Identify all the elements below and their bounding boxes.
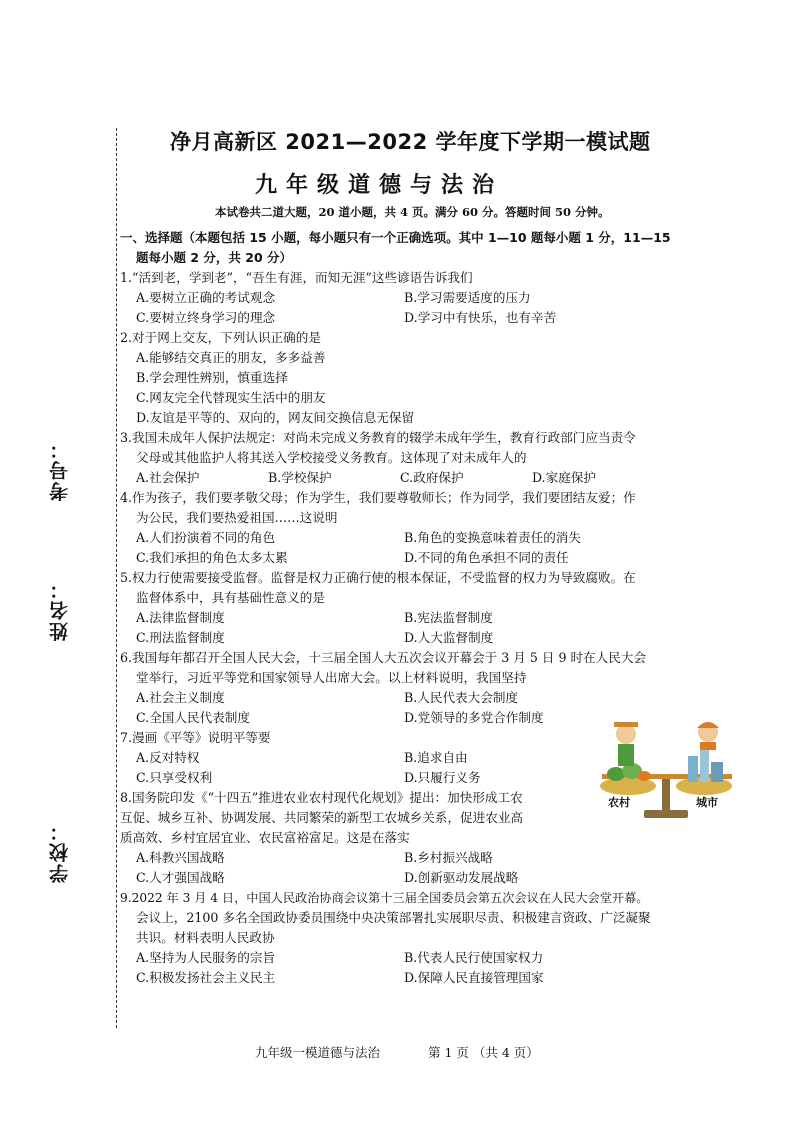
option-a: A.反对特权 — [136, 750, 200, 765]
option-b: B.学习需要适度的压力 — [404, 290, 531, 305]
option-b: B.学校保护 — [268, 470, 332, 485]
option-c: C.网友完全代替现实生活中的朋友 — [136, 390, 326, 405]
school-label: 学校： — [49, 820, 71, 883]
question-stem-cont: 监督体系中，具有基础性意义的是 — [136, 590, 325, 605]
option-a: A.社会主义制度 — [136, 690, 225, 705]
question-stem-cont: 质高效、乡村宜居宜业、农民富裕富足。这是在落实 — [120, 830, 410, 845]
question-3 — [120, 428, 710, 488]
options — [120, 528, 710, 568]
cartoon-label-rural: 农村 — [608, 796, 630, 809]
option-a: A.社会保护 — [136, 470, 200, 485]
option-c: C.我们承担的角色太多太累 — [136, 550, 288, 565]
option-b: B.学会理性辨别，慎重选择 — [136, 370, 288, 385]
options — [120, 608, 710, 648]
option-b: B.人民代表大会制度 — [404, 690, 519, 705]
option-b: B.追求自由 — [404, 750, 468, 765]
option-a: A.能够结交真正的朋友，多多益善 — [136, 350, 326, 365]
question-stem-cont: 会议上，2100 多名全国政协委员围绕中央决策部署扎实展职尽责、积极建言资政、广泛凝聚 — [136, 910, 651, 925]
equality-cartoon — [596, 716, 738, 824]
option-c: C.只享受权利 — [136, 770, 213, 785]
option-d: D.人大监督制度 — [404, 630, 494, 645]
question-5 — [120, 568, 710, 648]
exam-instructions: 本试卷共二道大题，20 道小题，共 4 页。满分 60 分。答题时间 50 分钟。 — [215, 205, 610, 219]
option-c: C.刑法监督制度 — [136, 630, 225, 645]
question-stem: 8.国务院印发《“十四五”推进农业农村现代化规划》提出：加快形成工农 — [120, 790, 523, 805]
option-b: B.乡村振兴战略 — [404, 850, 493, 865]
option-d: D.党领导的多党合作制度 — [404, 710, 544, 725]
option-d: D.不同的角色承担不同的责任 — [404, 550, 569, 565]
page-footer — [255, 1043, 539, 1061]
option-a: A.要树立正确的考试观念 — [136, 290, 276, 305]
question-stem: 1.“活到老，学到老”，“吾生有涯，而知无涯”这些谚语告诉我们 — [120, 270, 473, 285]
option-c: C.要树立终身学习的理念 — [136, 310, 276, 325]
footer-course: 九年级一模道德与法治 — [255, 1045, 381, 1060]
option-d: D.家庭保护 — [532, 470, 597, 485]
question-stem: 9.2022 年 3 月 4 日，中国人民政治协商会议第十三届全国委员会第五次会议在人民大会堂开幕。 — [120, 891, 649, 905]
question-stem: 3.我国未成年人保护法规定：对尚未完成义务教育的辍学未成年学生，教育行政部门应当责令 — [120, 430, 636, 445]
option-b: B.宪法监督制度 — [404, 610, 493, 625]
option-d: D.创新驱动发展战略 — [404, 870, 519, 885]
option-c: C.人才强国战略 — [136, 870, 225, 885]
option-a: A.科教兴国战略 — [136, 850, 225, 865]
option-b: B.角色的变换意味着责任的消失 — [404, 530, 581, 545]
balance-scale-illustration — [596, 716, 738, 824]
binding-dashed-line — [116, 128, 117, 1028]
question-stem: 7.漫画《平等》说明平等要 — [120, 730, 271, 745]
option-c: C.全国人民代表制度 — [136, 710, 250, 725]
options — [120, 468, 710, 488]
option-c: C.政府保护 — [400, 470, 464, 485]
section-heading: 一、选择题（本题包括 15 小题，每小题只有一个正确选项。其中 1—10 题每小题 1 分，11—15 题每小题 2 分，共 20 分） — [120, 230, 671, 265]
question-stem-cont: 互促、城乡互补、协调发展、共同繁荣的新型工农城乡关系，促进农业高 — [120, 810, 523, 825]
question-4 — [120, 488, 710, 568]
option-d: D.保障人民直接管理国家 — [404, 970, 544, 985]
option-a: A.人们扮演着不同的角色 — [136, 530, 276, 545]
question-2 — [120, 328, 710, 428]
question-stem-cont: 为公民，我们要热爱祖国……这说明 — [136, 510, 338, 525]
question-9 — [120, 888, 710, 988]
cartoon-label-city: 城市 — [696, 796, 718, 809]
question-1 — [120, 268, 710, 328]
question-stem: 6.我国每年都召开全国人民大会，十三届全国人大五次会议开幕会于 3 月 5 日 9 时在人民大会 — [120, 650, 647, 665]
exam-subject: 九年级道德与法治 — [255, 173, 504, 198]
options — [120, 848, 710, 888]
option-d: D.友谊是平等的、双向的，网友间交换信息无保留 — [136, 410, 415, 425]
option-d: D.只履行义务 — [404, 770, 481, 785]
question-stem-cont: 父母或其他监护人将其送入学校接受义务教育。这体现了对未成年人的 — [136, 450, 527, 465]
option-b: B.代表人民行使国家权力 — [404, 950, 544, 965]
options — [120, 288, 710, 328]
exam-number-label: 考号： — [49, 438, 71, 501]
question-stem: 5.权力行使需要接受监督。监督是权力正确行使的根本保证，不受监督的权力为导致腐败。在 — [120, 570, 636, 585]
option-d: D.学习中有快乐，也有辛苦 — [404, 310, 557, 325]
question-stem: 2.对于网上交友，下列认识正确的是 — [120, 330, 321, 345]
option-a: A.坚持为人民服务的宗旨 — [136, 950, 276, 965]
exam-title: 净月高新区 2021—2022 学年度下学期一模试题 — [170, 130, 651, 154]
name-label: 姓名： — [49, 578, 71, 641]
question-area — [120, 228, 710, 988]
footer-page-number: 第 1 页 （共 4 页） — [428, 1045, 539, 1060]
option-c: C.积极发扬社会主义民主 — [136, 970, 276, 985]
question-stem-cont: 堂举行，习近平等党和国家领导人出席大会。以上材料说明，我国坚持 — [136, 670, 527, 685]
option-a: A.法律监督制度 — [136, 610, 225, 625]
question-stem-cont: 共识。材料表明人民政协 — [136, 930, 275, 945]
question-stem: 4.作为孩子，我们要孝敬父母；作为学生，我们要尊敬师长；作为同学，我们要团结友爱；作 — [120, 490, 636, 505]
options — [120, 948, 710, 988]
